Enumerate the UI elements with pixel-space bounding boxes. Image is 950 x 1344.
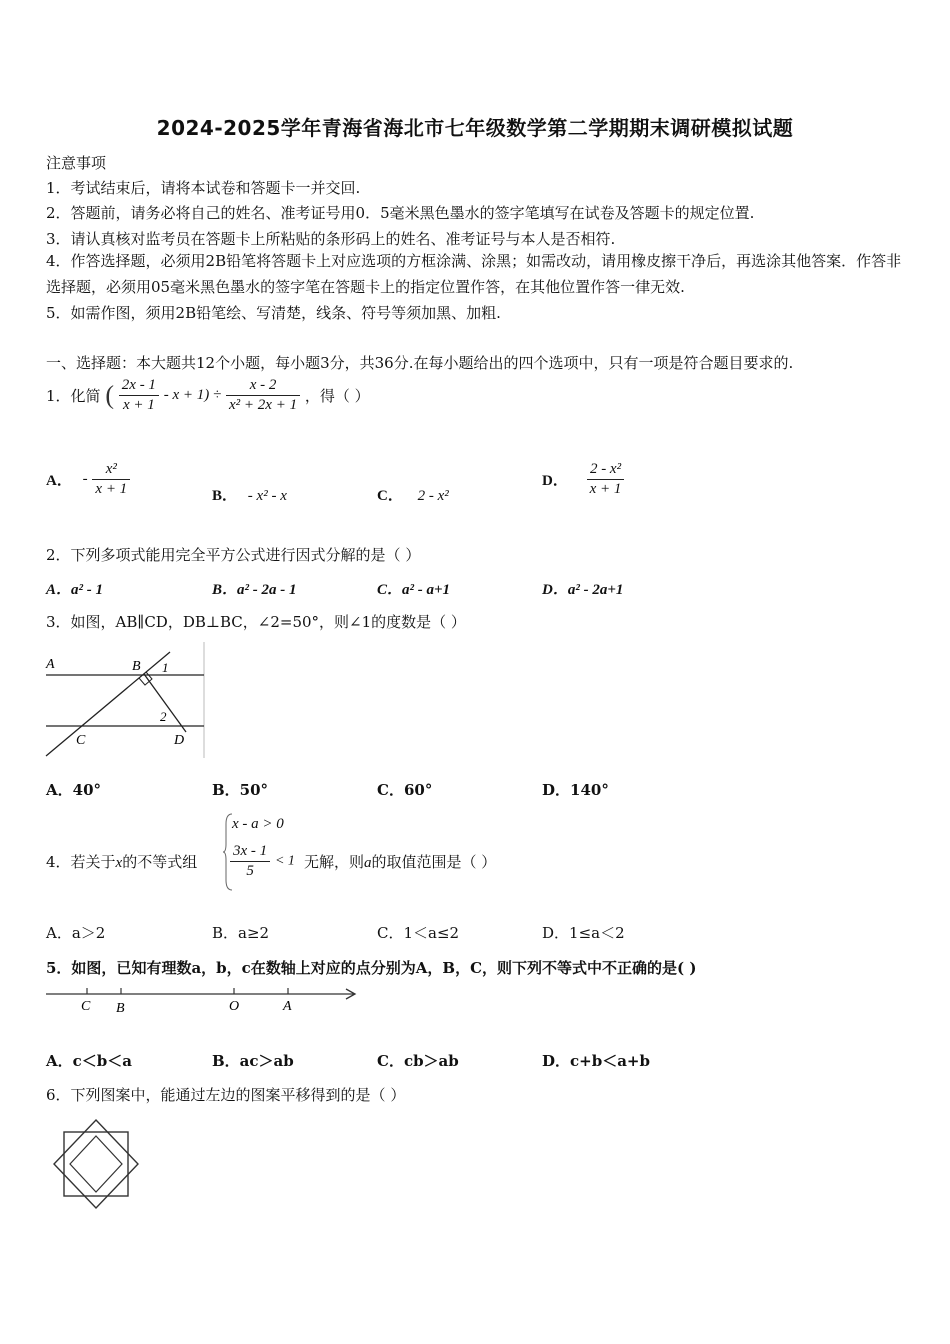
q4-var-a: a [364, 855, 372, 871]
q4-number: 4．若关于 [46, 853, 116, 871]
note-item: 1．考试结束后，请将本试卷和答题卡一并交回. [46, 179, 361, 197]
notes-heading: 注意事项 [46, 154, 107, 172]
note-item: 4．作答选择题，必须用2B铅笔将答题卡上对应选项的方框涂满、涂黑；如需改动，请用橡皮擦干净后，再选涂其他答案．作答非选择题，必须用05毫米黑色墨水的签字笔在答题卡上的指定位置作答，在其他位置作答一律无效. [46, 252, 902, 296]
label-d: D [174, 733, 185, 748]
note-item: 3．请认真核对监考员在答题卡上所粘贴的条形码上的姓名、准考证号与本人是否相符. [46, 230, 616, 248]
label-angle-2: 2 [160, 709, 167, 724]
q6-pattern-figure [46, 1118, 146, 1212]
q1-a-num: x² [92, 460, 130, 480]
q5-option-c[interactable]: C．cb＞ab [377, 1052, 459, 1070]
q4-var-x: x [115, 855, 123, 871]
q1-a-den: x + 1 [95, 481, 128, 497]
q2-option-c[interactable]: C．a² - a+1 [377, 582, 451, 598]
pattern-square [64, 1132, 128, 1196]
axis-label-a: A [283, 999, 292, 1014]
q4-suffix-text: 的取值范围是（ ） [371, 853, 497, 871]
q4-option-d[interactable]: D．1≤a＜2 [542, 924, 625, 942]
q3-option-b[interactable]: B．50° [212, 781, 269, 799]
question-4-stem [46, 851, 197, 872]
pattern-inner-diamond [70, 1136, 122, 1192]
q1-mid: - x + 1) ÷ [163, 387, 222, 403]
q1-a-sign: - [82, 471, 88, 487]
label-angle-1: 1 [162, 660, 169, 675]
axis-label-o: O [229, 999, 240, 1014]
q4-option-b[interactable]: B．a≥2 [212, 924, 270, 942]
axis-label-b: B [116, 1001, 125, 1016]
q5-option-b[interactable]: B．ac＞ab [212, 1052, 294, 1070]
q4-suffix-pre: 无解，则 [304, 853, 365, 871]
page-title: 2024-2025学年青海省海北市七年级数学第二学期期末调研模拟试题 [156, 116, 794, 140]
q1-d-den: x + 1 [589, 481, 622, 497]
q1-fraction-1 [119, 376, 159, 415]
q1-paren: ( [105, 380, 114, 410]
q5-option-a[interactable]: A．c＜b＜a [46, 1052, 132, 1070]
q4-suffix [304, 851, 496, 872]
q4-row2-den: 5 [246, 863, 254, 879]
q1-c-text: 2 - x² [417, 488, 449, 504]
q1-d-num: 2 - x² [587, 460, 625, 480]
q2-option-b[interactable]: B．a² - 2a - 1 [212, 582, 297, 598]
question-2-stem: 2．下列多项式能用完全平方公式进行因式分解的是（ ） [46, 546, 421, 564]
q1-suffix: ，得（ ） [304, 387, 370, 405]
q3-option-c[interactable]: C．60° [377, 781, 433, 799]
question-1 [46, 376, 370, 415]
label-a: A [46, 657, 55, 672]
q1-f1-den: x + 1 [122, 397, 155, 413]
q2-option-d[interactable]: D．a² - 2a+1 [542, 582, 624, 598]
q1-f2-num: x - 2 [226, 376, 300, 396]
q4-row2-rhs: < 1 [274, 853, 295, 869]
q1-option-d[interactable] [542, 460, 624, 499]
pattern-diamond [54, 1120, 138, 1208]
q1-d-label: D． [542, 473, 568, 489]
q4-mid: 的不等式组 [122, 853, 198, 871]
q3-figure [44, 642, 206, 758]
q2-option-a[interactable]: A．a² - 1 [46, 582, 103, 598]
q4-row2-frac [230, 842, 270, 881]
q1-c-label: C． [377, 488, 403, 504]
q1-a-label: A． [46, 473, 72, 489]
q4-row-2 [230, 842, 295, 881]
q1-d-frac [587, 460, 625, 499]
section-heading: 一、选择题：本大题共12个小题，每小题3分，共36分.在每小题给出的四个选项中，只有一项是符合题目要求的. [46, 354, 794, 372]
question-3-stem: 3．如图，AB∥CD，DB⊥BC，∠2=50°，则∠1的度数是（ ） [46, 613, 466, 631]
q4-row-1: x - a > 0 [232, 816, 284, 832]
q1-fraction-2 [226, 376, 300, 415]
label-b: B [132, 659, 141, 674]
q4-option-c[interactable]: C．1＜a≤2 [377, 924, 460, 942]
note-item: 2．答题前，请务必将自己的姓名、准考证号用0．5毫米黑色墨水的签字笔填写在试卷及答题卡的规定位置. [46, 204, 755, 222]
label-c: C [76, 733, 86, 748]
q3-option-a[interactable]: A．40° [46, 781, 102, 799]
q1-number: 1．化简 [46, 387, 101, 405]
q1-b-label: B． [212, 488, 238, 504]
question-6-stem: 6．下列图案中，能通过左边的图案平移得到的是（ ） [46, 1086, 406, 1104]
note-item: 5．如需作图，须用2B铅笔绘、写清楚，线条、符号等须加黑、加粗. [46, 304, 501, 322]
q1-a-frac [92, 460, 130, 499]
q5-option-d[interactable]: D．c+b＜a+b [542, 1052, 650, 1070]
q1-f1-num: 2x - 1 [119, 376, 159, 396]
q4-row2-num: 3x - 1 [230, 842, 270, 862]
q1-option-c[interactable] [377, 484, 449, 505]
q1-option-a[interactable] [46, 460, 130, 499]
q3-option-d[interactable]: D．140° [542, 781, 609, 799]
axis-label-c: C [81, 999, 91, 1014]
q5-number-line [44, 984, 360, 1018]
q1-b-text: - x² - x [247, 488, 287, 504]
q4-option-a[interactable]: A．a＞2 [46, 924, 106, 942]
q1-option-b[interactable] [212, 484, 287, 505]
line-bc [46, 652, 170, 756]
question-5-stem: 5．如图，已知有理数a，b，c在数轴上对应的点分别为A，B，C，则下列不等式中不正确的是( ) [46, 959, 697, 977]
q1-f2-den: x² + 2x + 1 [229, 397, 298, 413]
